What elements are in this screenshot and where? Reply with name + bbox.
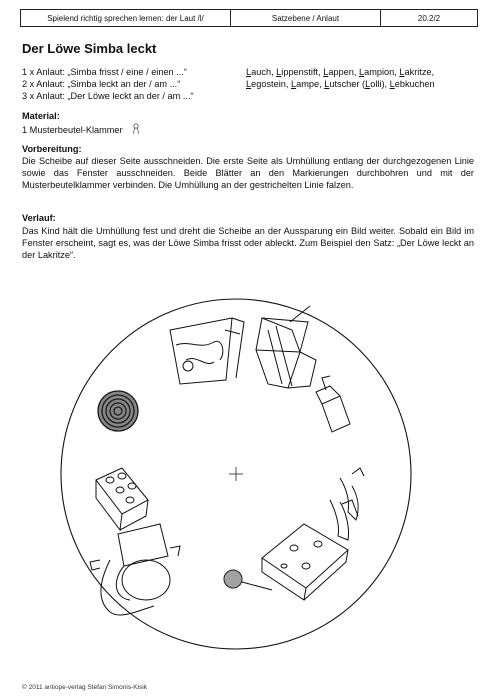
lamp-illustration [90, 524, 180, 615]
header-level: Satzebene / Anlaut [231, 10, 381, 26]
word-item: Lakritze [399, 67, 432, 77]
word-item: Lippenstift [276, 67, 319, 77]
leek-illustration [170, 318, 244, 384]
material-item: 1 Musterbeutel-Klammer [22, 125, 123, 135]
procedure-heading: Verlauf: [22, 213, 56, 223]
word-item: Lauch [246, 67, 272, 77]
word-item: Lebkuchen [389, 79, 435, 89]
variant-item: 1 x Anlaut: „Simba frisst / eine / einen ...“ [22, 67, 187, 77]
page-title: Der Löwe Simba leckt [22, 41, 157, 56]
cloth-illustration [330, 468, 364, 540]
word-item: Lampion [358, 67, 395, 77]
liquorice-fill [98, 391, 138, 431]
preparation-heading: Vorbereitung: [22, 144, 82, 154]
target-words-line-1: Lauch, Lippenstift, Lappen, Lampion, Lakritze, [246, 67, 435, 77]
gingerbread-illustration [262, 524, 348, 600]
header-series-title: Spielend richtig sprechen lernen: der Laut /l/ [21, 10, 231, 26]
word-item: Lappen [323, 67, 354, 77]
lego-brick-illustration [96, 468, 148, 530]
word-item: Lutscher [324, 79, 360, 89]
preparation-text: Die Scheibe auf dieser Seite ausschneiden. Die erste Seite als Umhüllung entlang der durchgezogenen Linie sowie das Fenster ausschneiden. Beide Blätter an den Markierungen durchbohren und mit der Musterbeutelklammer verbinden. Die Umhüllung an der gestrichelten Linie falzen. [22, 156, 474, 190]
lantern-illustration [256, 306, 316, 388]
procedure-text: Das Kind hält die Umhüllung fest und dreht die Scheibe an der Aussparung ein Bild weiter. Sobald ein Bild im Fenster erscheint, sagt es, was der Löwe Simba frisst oder ableckt. Zum Beispiel den Satz: „Der Löwe leckt an der Lakritze“. [22, 226, 474, 260]
variant-item: 2 x Anlaut: „Simba leckt an der / am ...“ [22, 79, 181, 89]
header-page-number: 20.2/2 [417, 13, 441, 23]
word-item: Lolli [365, 79, 382, 89]
word-item: Lampe [290, 79, 320, 89]
variant-item: 3 x Anlaut: „Der Löwe leckt an der / am ...“ [22, 91, 194, 101]
copyright-footer: © 2011 antiope-verlag Stefan Simonis-Kisik [22, 684, 147, 691]
target-words-line-2: Legostein, Lampe, Lutscher (Lolli), Lebkuchen [246, 79, 435, 89]
material-heading: Material: [22, 111, 60, 121]
center-cross [229, 467, 243, 481]
lollipop-fill [224, 570, 242, 588]
word-item: Legostein [246, 79, 286, 89]
lipstick-illustration [316, 376, 350, 432]
